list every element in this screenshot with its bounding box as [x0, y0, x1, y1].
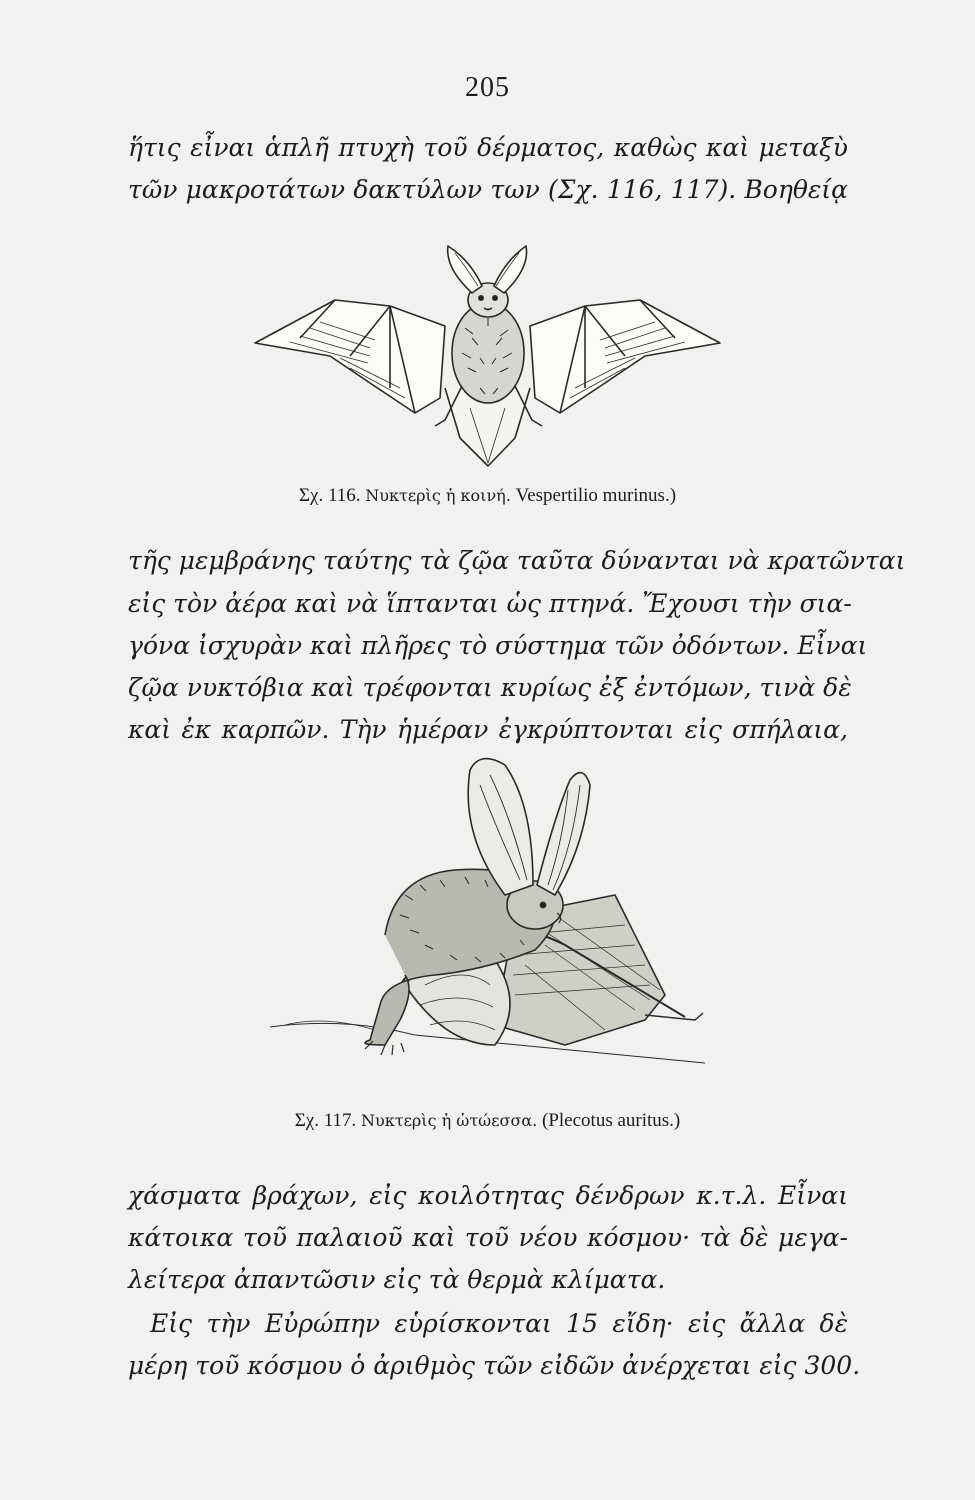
figure-116-caption — [0, 485, 975, 507]
paragraph-bottom-line-4: Εἰς τὴν Εὐρώπην εὑρίσκονται 15 εἴδη· εἰς ἄλλα δὲ — [150, 1309, 848, 1338]
paragraph-middle-line-1: τῆς μεμβράνης ταύτης τὰ ζῷα ταῦτα δύνανται νὰ κρατῶνται — [128, 546, 906, 575]
figure-117-latin-name: (Plecotus auritus.) — [542, 1110, 681, 1131]
page-number: 205 — [465, 72, 510, 103]
figure-117-label: Σχ. 117. — [294, 1110, 357, 1131]
paragraph-bottom-line-2: κάτοικα τοῦ παλαιοῦ καὶ τοῦ νέου κόσμου· τὰ δὲ μεγα- — [128, 1223, 848, 1252]
paragraph-middle-line-3: γόνα ἰσχυρὰν καὶ πλῆρες τὸ σύστημα τῶν ὀδόντων. Εἶναι — [128, 631, 868, 660]
figure-117-illustration — [265, 745, 725, 1070]
paragraph-bottom-line-1: χάσματα βράχων, εἰς κοιλότητας δένδρων κ.τ.λ. Εἶναι — [128, 1181, 848, 1210]
figure-117-greek-name: Νυκτερὶς ἡ ὠτώεσσα. — [361, 1111, 538, 1130]
figure-117-caption — [0, 1110, 975, 1132]
paragraph-middle-line-5: καὶ ἐκ καρπῶν. Τὴν ἡμέραν ἐγκρύπτονται εἰς σπήλαια, — [128, 715, 848, 744]
figure-116-latin-name: Vespertilio murinus.) — [515, 485, 677, 506]
paragraph-top-line-1: ἥτις εἶναι ἁπλῆ πτυχὴ τοῦ δέρματος, καθὼς καὶ μεταξὺ — [128, 133, 848, 162]
paragraph-bottom-line-3: λείτερα ἀπαντῶσιν εἰς τὰ θερμὰ κλίματα. — [128, 1265, 666, 1294]
paragraph-middle-line-4: ζῷα νυκτόβια καὶ τρέφονται κυρίως ἐξ ἐντόμων, τινὰ δὲ — [128, 673, 852, 702]
paragraph-top-line-2: τῶν μακροτάτων δακτύλων των (Σχ. 116, 117). Βοηθείᾳ — [128, 175, 848, 204]
figure-116-greek-name: Νυκτερὶς ἡ κοινή. — [365, 486, 511, 505]
paragraph-middle-line-2: εἰς τὸν ἀέρα καὶ νὰ ἵπτανται ὡς πτηνά. Ἔχουσι τὴν σια- — [128, 589, 852, 618]
figure-116-label: Σχ. 116. — [298, 485, 361, 506]
paragraph-bottom-line-5: μέρη τοῦ κόσμου ὁ ἀριθμὸς τῶν εἰδῶν ἀνέρχεται εἰς 300. — [128, 1351, 861, 1380]
figure-116-illustration — [240, 238, 735, 470]
